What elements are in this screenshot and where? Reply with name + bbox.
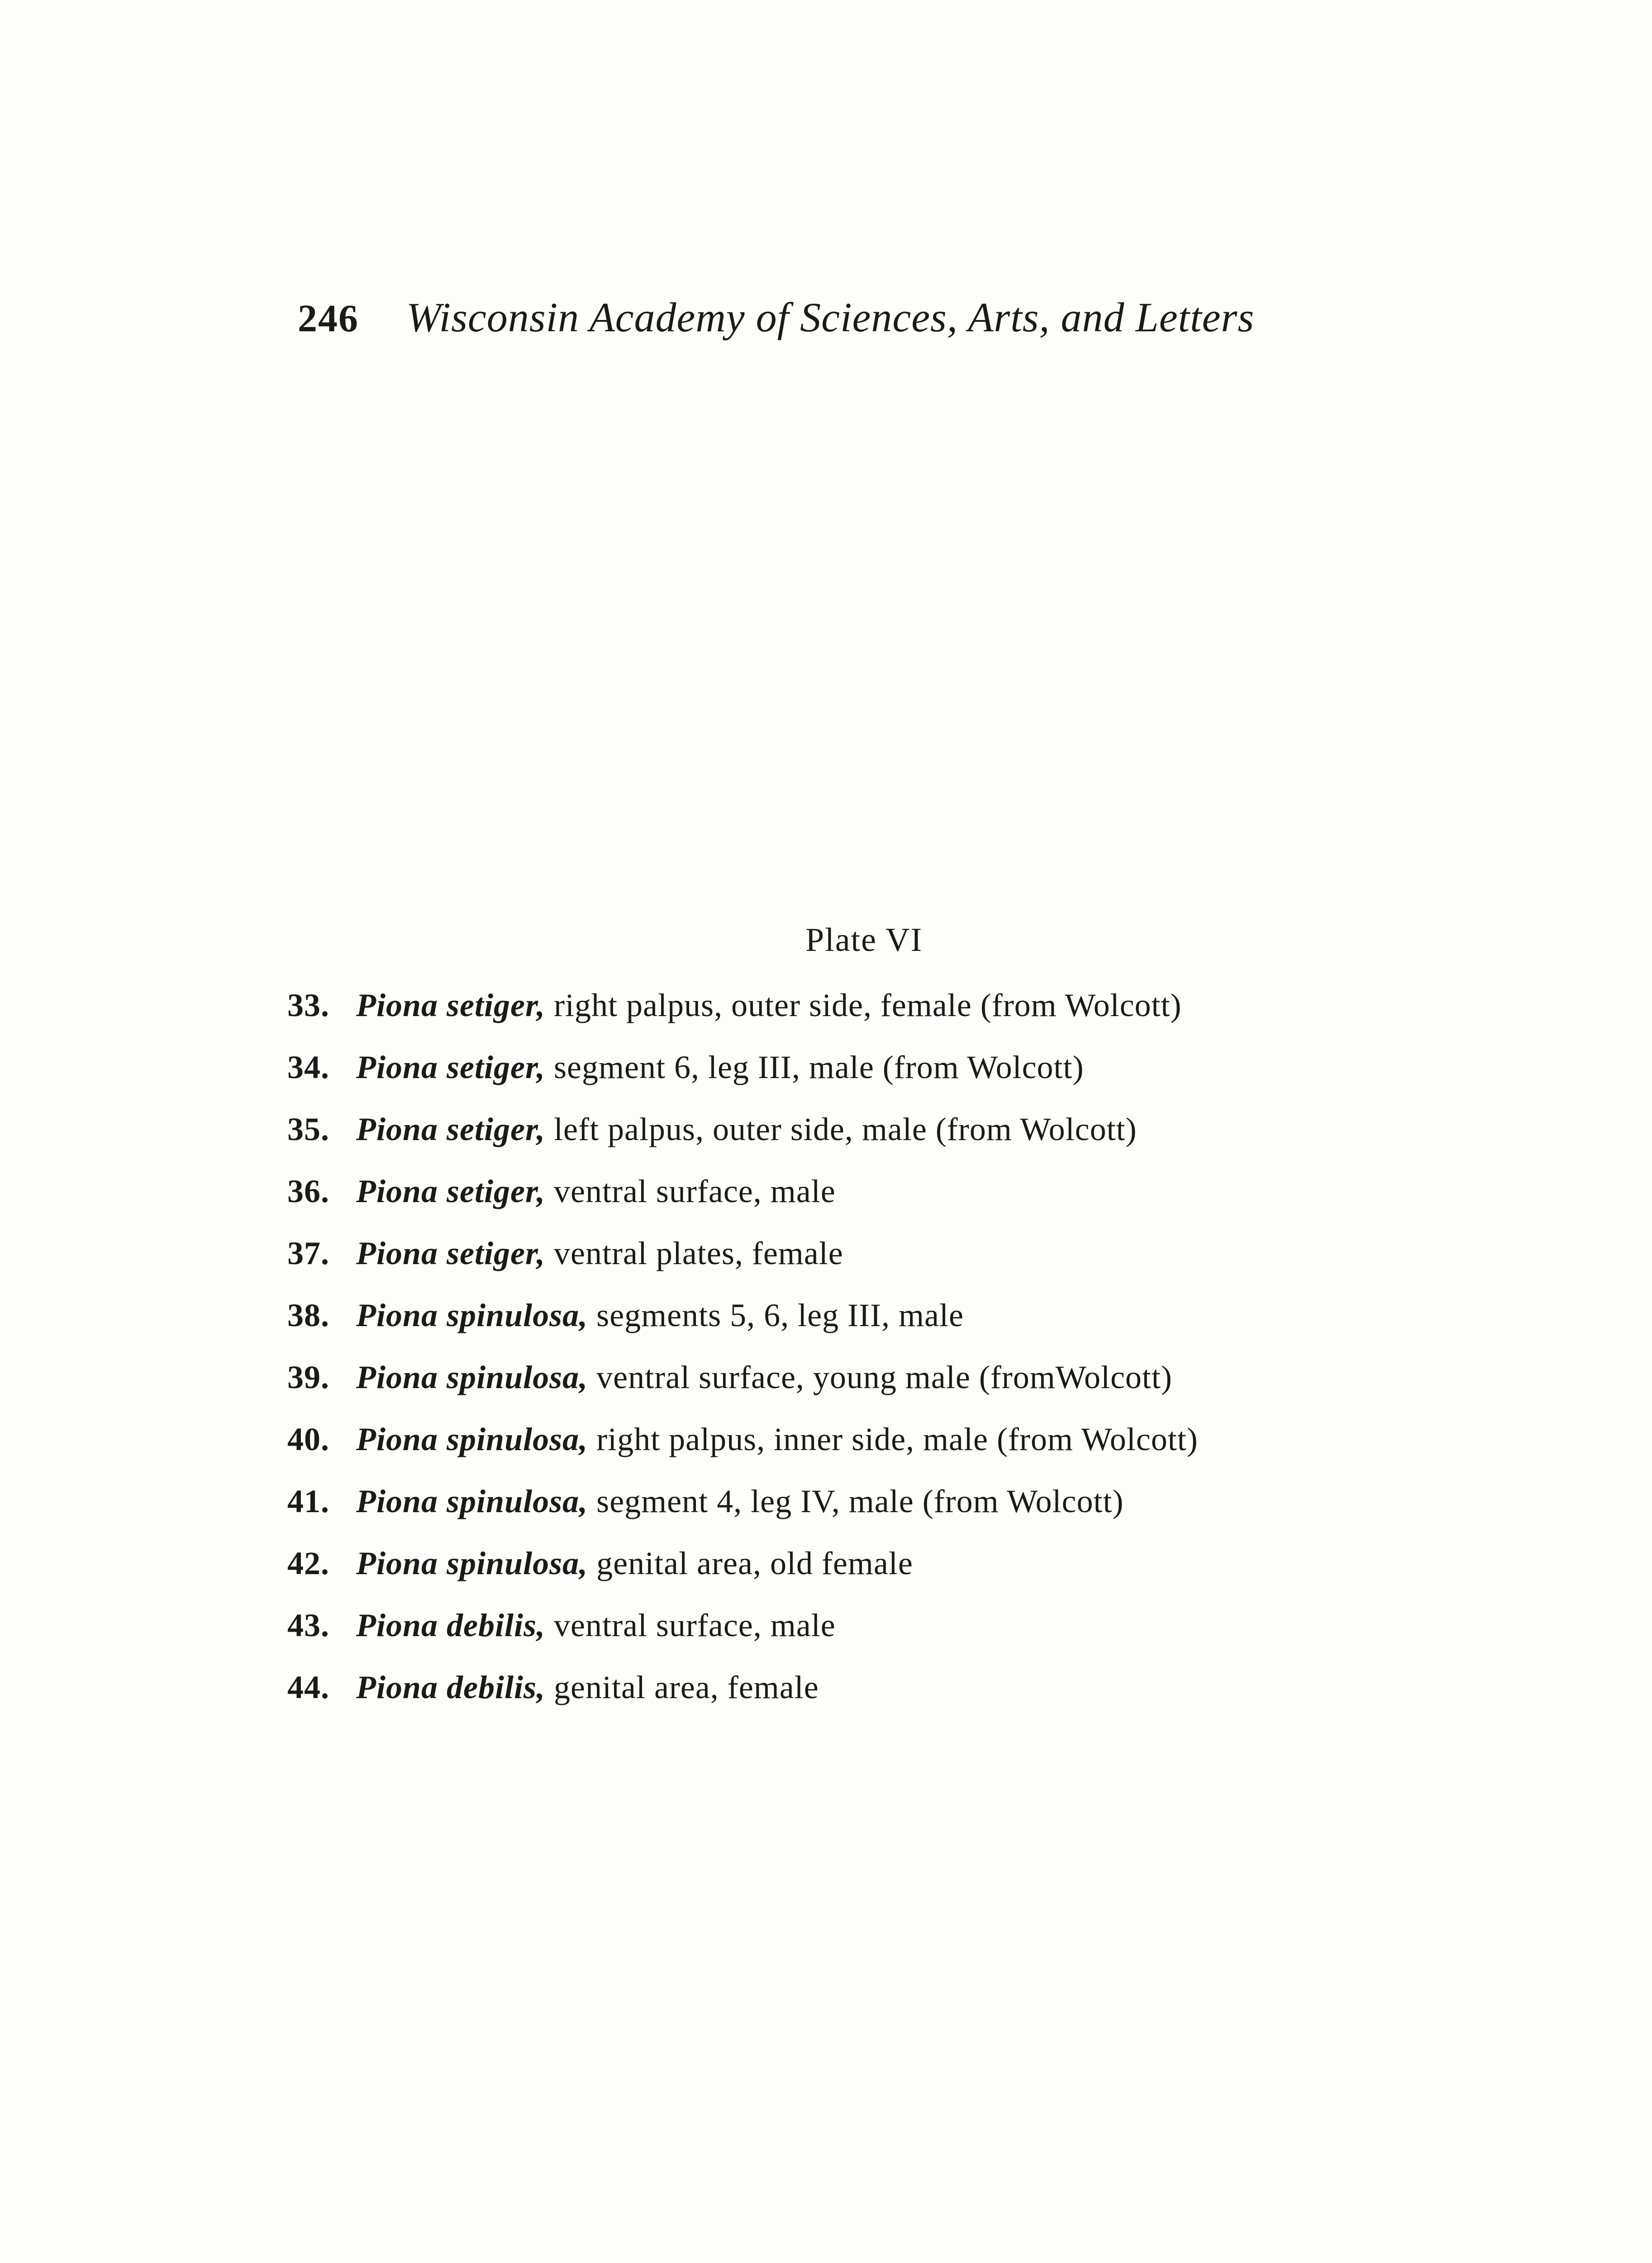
caption-description: ventral plates, female: [554, 1235, 843, 1271]
caption-species: Piona spinulosa,: [356, 1421, 588, 1457]
caption-number: 38.: [287, 1297, 329, 1333]
caption-description: segments 5, 6, leg III, male: [596, 1297, 964, 1333]
caption-species: Piona debilis,: [356, 1669, 546, 1705]
caption-item: [287, 1485, 1509, 1547]
caption-item: [287, 1671, 1509, 1733]
caption-species: Piona spinulosa,: [356, 1483, 588, 1519]
caption-number: 40.: [287, 1421, 329, 1457]
plate-title: Plate VI: [805, 921, 923, 959]
caption-number: 34.: [287, 1049, 329, 1085]
caption-description: right palpus, inner side, male (from Wolcott): [596, 1421, 1198, 1457]
caption-description: segment 4, leg IV, male (from Wolcott): [596, 1483, 1124, 1519]
caption-number: 39.: [287, 1359, 329, 1395]
caption-item: [287, 1361, 1509, 1423]
caption-species: Piona setiger,: [356, 1049, 546, 1085]
caption-item: [287, 1299, 1509, 1361]
caption-item: [287, 1609, 1509, 1671]
caption-item: [287, 1237, 1509, 1299]
caption-species: Piona spinulosa,: [356, 1359, 588, 1395]
caption-species: Piona setiger,: [356, 1111, 546, 1147]
caption-number: 41.: [287, 1483, 329, 1519]
caption-description: ventral surface, male: [554, 1607, 836, 1643]
caption-item: [287, 989, 1509, 1051]
caption-species: Piona setiger,: [356, 1173, 546, 1209]
caption-number: 44.: [287, 1669, 329, 1705]
caption-number: 42.: [287, 1545, 329, 1581]
caption-species: Piona debilis,: [356, 1607, 546, 1643]
caption-number: 36.: [287, 1173, 329, 1209]
caption-number: 33.: [287, 987, 329, 1023]
caption-item: [287, 1547, 1509, 1609]
caption-description: genital area, old female: [596, 1545, 913, 1581]
caption-species: Piona setiger,: [356, 987, 546, 1023]
caption-number: 37.: [287, 1235, 329, 1271]
caption-item: [287, 1051, 1509, 1113]
caption-description: segment 6, leg III, male (from Wolcott): [554, 1049, 1084, 1085]
caption-item: [287, 1113, 1509, 1175]
caption-species: Piona spinulosa,: [356, 1545, 588, 1581]
caption-description: genital area, female: [554, 1669, 819, 1705]
caption-description: right palpus, outer side, female (from Wolcott): [554, 987, 1182, 1023]
running-head: [298, 296, 1384, 360]
page-number: 246: [298, 296, 359, 340]
caption-description: left palpus, outer side, male (from Wolcott): [554, 1111, 1137, 1147]
caption-description: ventral surface, young male (fromWolcott): [596, 1359, 1172, 1395]
caption-number: 35.: [287, 1111, 329, 1147]
journal-title: Wisconsin Academy of Sciences, Arts, and Letters: [406, 294, 1255, 340]
caption-item: [287, 1423, 1509, 1485]
caption-description: ventral surface, male: [554, 1173, 836, 1209]
caption-species: Piona spinulosa,: [356, 1297, 588, 1333]
caption-number: 43.: [287, 1607, 329, 1643]
caption-item: [287, 1175, 1509, 1237]
plate-caption-list: [287, 989, 1509, 1733]
caption-species: Piona setiger,: [356, 1235, 546, 1271]
